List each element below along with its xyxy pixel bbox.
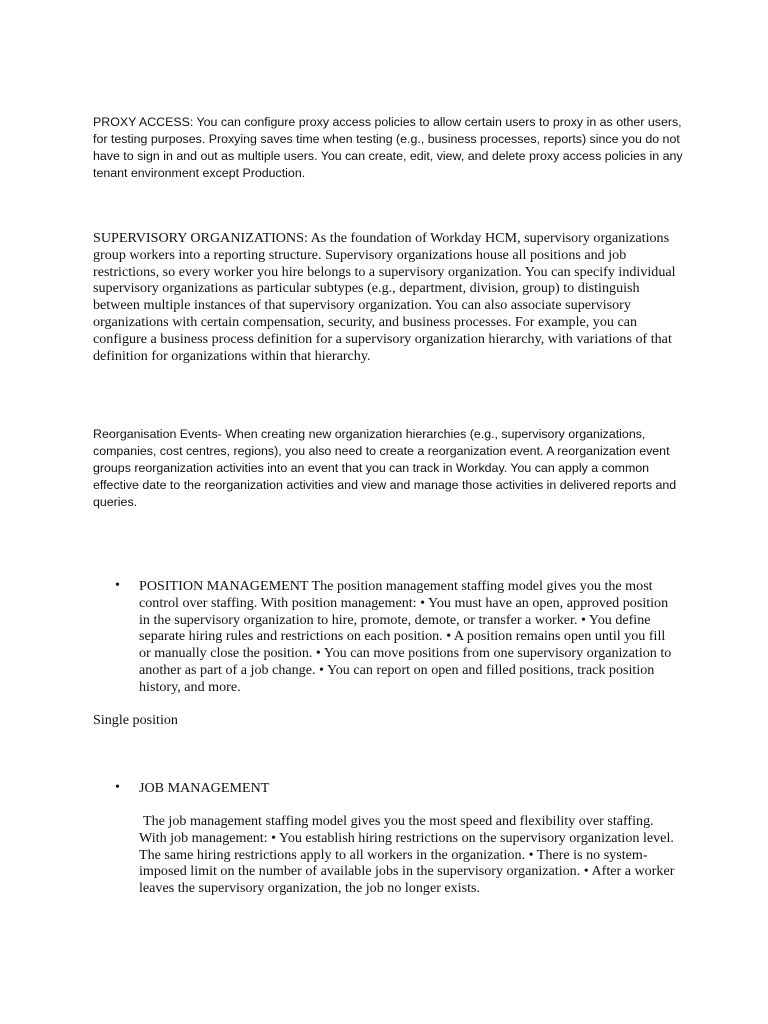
job-management-paragraph: The job management staffing model gives you the most speed and flexibility over staffing. With job management: • You establish hiring restrictions on the supervisory organization level. The same hiring restrictions apply to all workers in the organization. • There is no system-imposed limit on the number of available jobs in the supervisory organization. • After a worker leaves the supervisory organization, the job no longer exists. (139, 813, 675, 897)
job-management-heading: JOB MANAGEMENT (139, 780, 270, 796)
single-position-text: Single position (93, 712, 178, 728)
bullet-icon: • (115, 578, 120, 593)
position-management-paragraph: POSITION MANAGEMENT The position management staffing model gives you the most control over staffing. With position management: • You must have an open, approved position in the supervisory organization to hire, promote, demote, or transfer a worker. • You define separate hiring rules and restrictions on each position. • A position remains open until you fill or manually close the position. • You can move positions from one supervisory organization to another as part of a job change. • You can report on open and filled positions, track position history, and more. (139, 578, 672, 695)
supervisory-organizations-paragraph: SUPERVISORY ORGANIZATIONS: As the foundation of Workday HCM, supervisory organizations group workers into a reporting structure. Supervisory organizations house all positions and job restrictions, so every worker you hire belongs to a supervisory organization. You can specify individual supervisory organizations as particular subtypes (e.g., department, division, group) to distinguish between multiple instances of that supervisory organization. You can also associate supervisory organizations with certain compensation, security, and business processes. For example, you can configure a business process definition for a supervisory organization hierarchy, with variations of that definition for organizations within that hierarchy. (93, 230, 676, 364)
bullet-icon: • (115, 780, 120, 795)
reorganisation-events-paragraph: Reorganisation Events- When creating new organization hierarchies (e.g., supervisory organizations, companies, cost centres, regions), you also need to create a reorganization event. A reorganization event groups reorganization activities into an event that you can track in Workday. You can apply a common effective date to the reorganization activities and view and manage those activities in delivered reports and queries. (93, 427, 677, 509)
proxy-access-paragraph: PROXY ACCESS: You can configure proxy access policies to allow certain users to proxy in as other users, for testing purposes. Proxying saves time when testing (e.g., business processes, reports) since you do not have to sign in and out as multiple users. You can create, edit, view, and delete proxy access policies in any tenant environment except Production. (93, 115, 683, 180)
